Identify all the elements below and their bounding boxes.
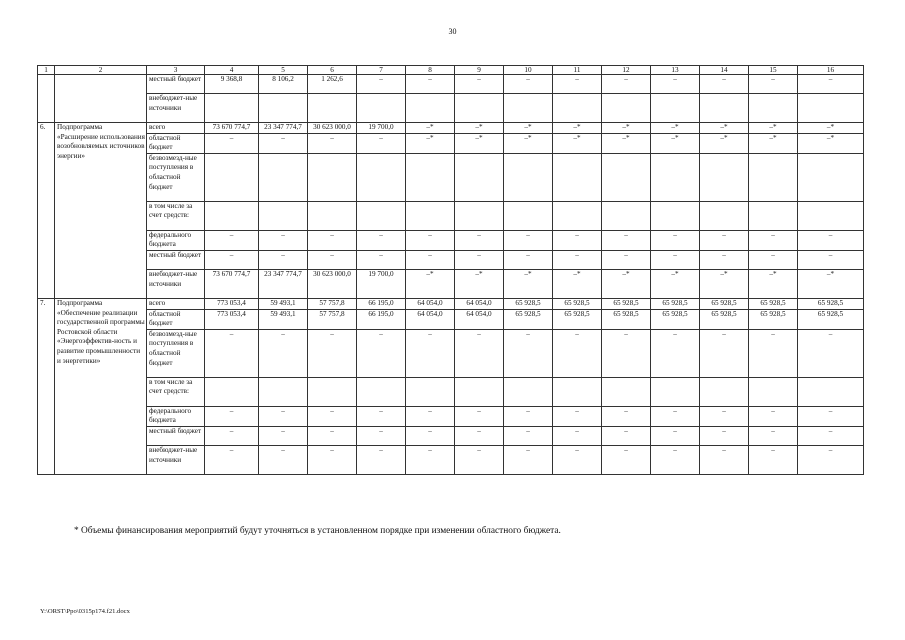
funding-source: областной бюджет [147, 133, 205, 153]
value-cell: – [798, 230, 864, 250]
value-cell: – [406, 230, 455, 250]
value-cell: – [504, 445, 553, 474]
row-number: 6. [38, 123, 55, 299]
funding-source: федерального бюджета [147, 406, 205, 426]
subprogram-name [55, 75, 147, 123]
value-cell: – [357, 75, 406, 94]
value-cell: – [553, 445, 602, 474]
value-cell: 64 054,0 [406, 298, 455, 309]
value-cell: –* [749, 269, 798, 298]
value-cell: – [357, 426, 406, 445]
value-cell: – [308, 133, 357, 153]
value-cell: – [602, 75, 651, 94]
value-cell: – [700, 75, 749, 94]
footnote: * Объемы финансирования мероприятий будут уточняться в установленном порядке при изменении областного бюджета. [74, 526, 561, 536]
value-cell: – [406, 445, 455, 474]
value-cell: – [259, 426, 308, 445]
header-cell: 4 [205, 66, 259, 75]
value-cell: – [651, 406, 700, 426]
value-cell: – [602, 426, 651, 445]
value-cell [651, 153, 700, 201]
value-cell: – [700, 426, 749, 445]
value-cell: –* [504, 133, 553, 153]
subprogram-name: Подпрограмма «Расширение использования возобновляемых источников энергии» [55, 123, 147, 299]
table-row [38, 201, 864, 230]
value-cell: 65 928,5 [553, 309, 602, 329]
value-cell [357, 153, 406, 201]
value-cell: 65 928,5 [602, 298, 651, 309]
value-cell [602, 377, 651, 406]
value-cell: – [553, 329, 602, 377]
value-cell: –* [749, 133, 798, 153]
value-cell: – [553, 406, 602, 426]
file-path: Y:\ORST\Ppo\0315p174.f21.docx [40, 608, 130, 615]
table-row [38, 298, 864, 309]
header-cell: 6 [308, 66, 357, 75]
value-cell: –* [651, 133, 700, 153]
value-cell: – [504, 329, 553, 377]
value-cell: – [602, 250, 651, 269]
value-cell: – [651, 445, 700, 474]
header-cell: 13 [651, 66, 700, 75]
value-cell [205, 201, 259, 230]
value-cell [602, 153, 651, 201]
value-cell: –* [455, 269, 504, 298]
value-cell: – [749, 426, 798, 445]
value-cell: 65 928,5 [553, 298, 602, 309]
value-cell: – [308, 329, 357, 377]
value-cell: 65 928,5 [749, 298, 798, 309]
value-cell: – [749, 250, 798, 269]
value-cell: 65 928,5 [651, 309, 700, 329]
header-cell: 1 [38, 66, 55, 75]
value-cell [259, 201, 308, 230]
value-cell: –* [406, 133, 455, 153]
value-cell: 64 054,0 [406, 309, 455, 329]
header-cell: 16 [798, 66, 864, 75]
value-cell: – [749, 329, 798, 377]
value-cell [455, 153, 504, 201]
value-cell [749, 201, 798, 230]
value-cell [308, 153, 357, 201]
value-cell [308, 377, 357, 406]
value-cell: – [259, 230, 308, 250]
value-cell [700, 377, 749, 406]
funding-source: безвозмезд-ные поступления в областной бюджет [147, 153, 205, 201]
value-cell: – [357, 133, 406, 153]
value-cell: 65 928,5 [798, 309, 864, 329]
header-cell: 8 [406, 66, 455, 75]
value-cell: 73 670 774,7 [205, 123, 259, 134]
value-cell: – [749, 230, 798, 250]
header-cell: 9 [455, 66, 504, 75]
table-row [38, 133, 864, 153]
header-cell: 3 [147, 66, 205, 75]
value-cell [259, 153, 308, 201]
value-cell: – [205, 250, 259, 269]
value-cell: – [798, 406, 864, 426]
value-cell: – [602, 445, 651, 474]
value-cell: 66 195,0 [357, 309, 406, 329]
value-cell [504, 377, 553, 406]
value-cell: – [749, 445, 798, 474]
value-cell: 23 347 774,7 [259, 269, 308, 298]
value-cell: 1 262,6 [308, 75, 357, 94]
value-cell: 73 670 774,7 [205, 269, 259, 298]
value-cell: 64 054,0 [455, 298, 504, 309]
value-cell: – [651, 75, 700, 94]
value-cell [308, 201, 357, 230]
value-cell: – [651, 426, 700, 445]
funding-source: в том числе за счет средств: [147, 377, 205, 406]
value-cell [553, 201, 602, 230]
funding-source: внебюджет-ные источники [147, 94, 205, 123]
value-cell [205, 94, 259, 123]
value-cell: – [798, 329, 864, 377]
header-cell: 14 [700, 66, 749, 75]
value-cell: –* [504, 269, 553, 298]
value-cell: – [700, 329, 749, 377]
value-cell: – [308, 426, 357, 445]
value-cell: – [700, 406, 749, 426]
value-cell [749, 153, 798, 201]
value-cell [406, 201, 455, 230]
value-cell: 65 928,5 [700, 298, 749, 309]
value-cell: – [455, 230, 504, 250]
row-number [38, 75, 55, 123]
header-cell: 10 [504, 66, 553, 75]
value-cell: –* [553, 269, 602, 298]
value-cell [700, 94, 749, 123]
row-number: 7. [38, 298, 55, 474]
value-cell [504, 94, 553, 123]
value-cell: –* [798, 133, 864, 153]
value-cell [406, 377, 455, 406]
header-cell: 11 [553, 66, 602, 75]
value-cell: – [455, 426, 504, 445]
value-cell: –* [553, 133, 602, 153]
value-cell [553, 153, 602, 201]
value-cell: 65 928,5 [749, 309, 798, 329]
value-cell [205, 153, 259, 201]
value-cell: – [308, 406, 357, 426]
value-cell: –* [798, 269, 864, 298]
financing-table [37, 65, 864, 475]
value-cell: – [357, 329, 406, 377]
value-cell [357, 377, 406, 406]
value-cell [455, 201, 504, 230]
value-cell: –* [700, 269, 749, 298]
value-cell: – [700, 250, 749, 269]
value-cell: – [798, 445, 864, 474]
value-cell [406, 153, 455, 201]
value-cell: – [205, 329, 259, 377]
value-cell: – [308, 230, 357, 250]
value-cell [651, 201, 700, 230]
value-cell [455, 377, 504, 406]
value-cell: – [700, 230, 749, 250]
value-cell [504, 153, 553, 201]
funding-source: федерального бюджета [147, 230, 205, 250]
value-cell [406, 94, 455, 123]
header-cell: 2 [55, 66, 147, 75]
value-cell: –* [455, 133, 504, 153]
value-cell [602, 201, 651, 230]
funding-source: внебюджет-ные источники [147, 269, 205, 298]
value-cell: – [602, 230, 651, 250]
value-cell: –* [553, 123, 602, 134]
value-cell: – [357, 406, 406, 426]
table-row [38, 269, 864, 298]
value-cell [651, 94, 700, 123]
value-cell: – [259, 133, 308, 153]
value-cell: – [406, 406, 455, 426]
value-cell: – [504, 406, 553, 426]
value-cell: –* [651, 269, 700, 298]
value-cell: 19 700,0 [357, 123, 406, 134]
value-cell: 65 928,5 [798, 298, 864, 309]
value-cell: – [651, 250, 700, 269]
value-cell: – [798, 75, 864, 94]
value-cell: – [553, 250, 602, 269]
value-cell: – [553, 75, 602, 94]
value-cell [749, 377, 798, 406]
value-cell: 773 053,4 [205, 309, 259, 329]
value-cell: – [749, 406, 798, 426]
value-cell: –* [406, 123, 455, 134]
value-cell: – [357, 250, 406, 269]
value-cell: –* [700, 133, 749, 153]
value-cell: – [455, 250, 504, 269]
value-cell: 59 493,1 [259, 309, 308, 329]
funding-source: в том числе за счет средств: [147, 201, 205, 230]
value-cell: – [504, 250, 553, 269]
value-cell [798, 153, 864, 201]
value-cell: 30 623 000,0 [308, 269, 357, 298]
funding-source: местный бюджет [147, 75, 205, 94]
value-cell: – [651, 230, 700, 250]
value-cell: 65 928,5 [651, 298, 700, 309]
value-cell [259, 377, 308, 406]
value-cell: – [504, 75, 553, 94]
funding-source: внебюджет-ные источники [147, 445, 205, 474]
value-cell: – [798, 426, 864, 445]
table-row [38, 309, 864, 329]
value-cell: – [308, 445, 357, 474]
value-cell: –* [455, 123, 504, 134]
table-row [38, 94, 864, 123]
header-cell: 7 [357, 66, 406, 75]
subprogram-name: Подпрограмма «Обеспечение реализации государственной программы Ростовской области «Энергоэффектив-ность и развитие промышленности и энергетики» [55, 298, 147, 474]
value-cell: 57 757,8 [308, 309, 357, 329]
value-cell: – [205, 426, 259, 445]
value-cell: – [308, 250, 357, 269]
value-cell: 59 493,1 [259, 298, 308, 309]
value-cell: – [651, 329, 700, 377]
value-cell: –* [651, 123, 700, 134]
value-cell: – [259, 445, 308, 474]
value-cell: – [205, 445, 259, 474]
value-cell: 65 928,5 [504, 298, 553, 309]
value-cell: 65 928,5 [700, 309, 749, 329]
value-cell [553, 377, 602, 406]
value-cell [455, 94, 504, 123]
value-cell [357, 94, 406, 123]
value-cell [602, 94, 651, 123]
value-cell [798, 94, 864, 123]
table-row [38, 445, 864, 474]
value-cell: – [357, 230, 406, 250]
table-row [38, 426, 864, 445]
header-row [38, 66, 864, 75]
header-cell: 5 [259, 66, 308, 75]
value-cell: –* [749, 123, 798, 134]
table-row [38, 250, 864, 269]
value-cell [357, 201, 406, 230]
value-cell: 65 928,5 [602, 309, 651, 329]
value-cell [700, 201, 749, 230]
value-cell: – [455, 75, 504, 94]
value-cell: –* [602, 133, 651, 153]
funding-source: областной бюджет [147, 309, 205, 329]
value-cell: 8 106,2 [259, 75, 308, 94]
value-cell: – [205, 133, 259, 153]
value-cell: – [259, 250, 308, 269]
value-cell: – [553, 230, 602, 250]
value-cell [205, 377, 259, 406]
table-row [38, 123, 864, 134]
value-cell: – [700, 445, 749, 474]
value-cell: – [504, 426, 553, 445]
value-cell: – [406, 426, 455, 445]
value-cell: – [798, 250, 864, 269]
value-cell: – [504, 230, 553, 250]
value-cell: –* [602, 123, 651, 134]
value-cell: – [602, 406, 651, 426]
table-row [38, 75, 864, 94]
value-cell [504, 201, 553, 230]
value-cell: – [259, 406, 308, 426]
value-cell: 57 757,8 [308, 298, 357, 309]
value-cell: – [553, 426, 602, 445]
table-row [38, 230, 864, 250]
value-cell: 773 053,4 [205, 298, 259, 309]
value-cell [749, 94, 798, 123]
value-cell: 65 928,5 [504, 309, 553, 329]
funding-source: всего [147, 298, 205, 309]
funding-source: местный бюджет [147, 250, 205, 269]
value-cell: – [455, 329, 504, 377]
value-cell: – [357, 445, 406, 474]
value-cell [700, 153, 749, 201]
value-cell [308, 94, 357, 123]
table-row [38, 377, 864, 406]
funding-source: всего [147, 123, 205, 134]
value-cell: – [406, 75, 455, 94]
page-number: 30 [448, 27, 457, 36]
header-cell: 12 [602, 66, 651, 75]
table-row [38, 153, 864, 201]
value-cell: – [455, 406, 504, 426]
value-cell: –* [700, 123, 749, 134]
value-cell [259, 94, 308, 123]
value-cell: – [205, 230, 259, 250]
value-cell: 30 623 000,0 [308, 123, 357, 134]
value-cell: – [259, 329, 308, 377]
value-cell [798, 377, 864, 406]
value-cell [553, 94, 602, 123]
value-cell: 9 368,8 [205, 75, 259, 94]
value-cell: – [205, 406, 259, 426]
value-cell: –* [798, 123, 864, 134]
value-cell: – [406, 250, 455, 269]
value-cell: 64 054,0 [455, 309, 504, 329]
value-cell: –* [406, 269, 455, 298]
value-cell: – [406, 329, 455, 377]
funding-source: местный бюджет [147, 426, 205, 445]
header-cell: 15 [749, 66, 798, 75]
value-cell [798, 201, 864, 230]
value-cell: – [749, 75, 798, 94]
funding-source: безвозмезд-ные поступления в областной бюджет [147, 329, 205, 377]
value-cell: 66 195,0 [357, 298, 406, 309]
table-row [38, 406, 864, 426]
value-cell: 23 347 774,7 [259, 123, 308, 134]
value-cell: – [602, 329, 651, 377]
value-cell: – [455, 445, 504, 474]
table-row [38, 329, 864, 377]
value-cell: –* [602, 269, 651, 298]
value-cell: 19 700,0 [357, 269, 406, 298]
value-cell [651, 377, 700, 406]
value-cell: –* [504, 123, 553, 134]
